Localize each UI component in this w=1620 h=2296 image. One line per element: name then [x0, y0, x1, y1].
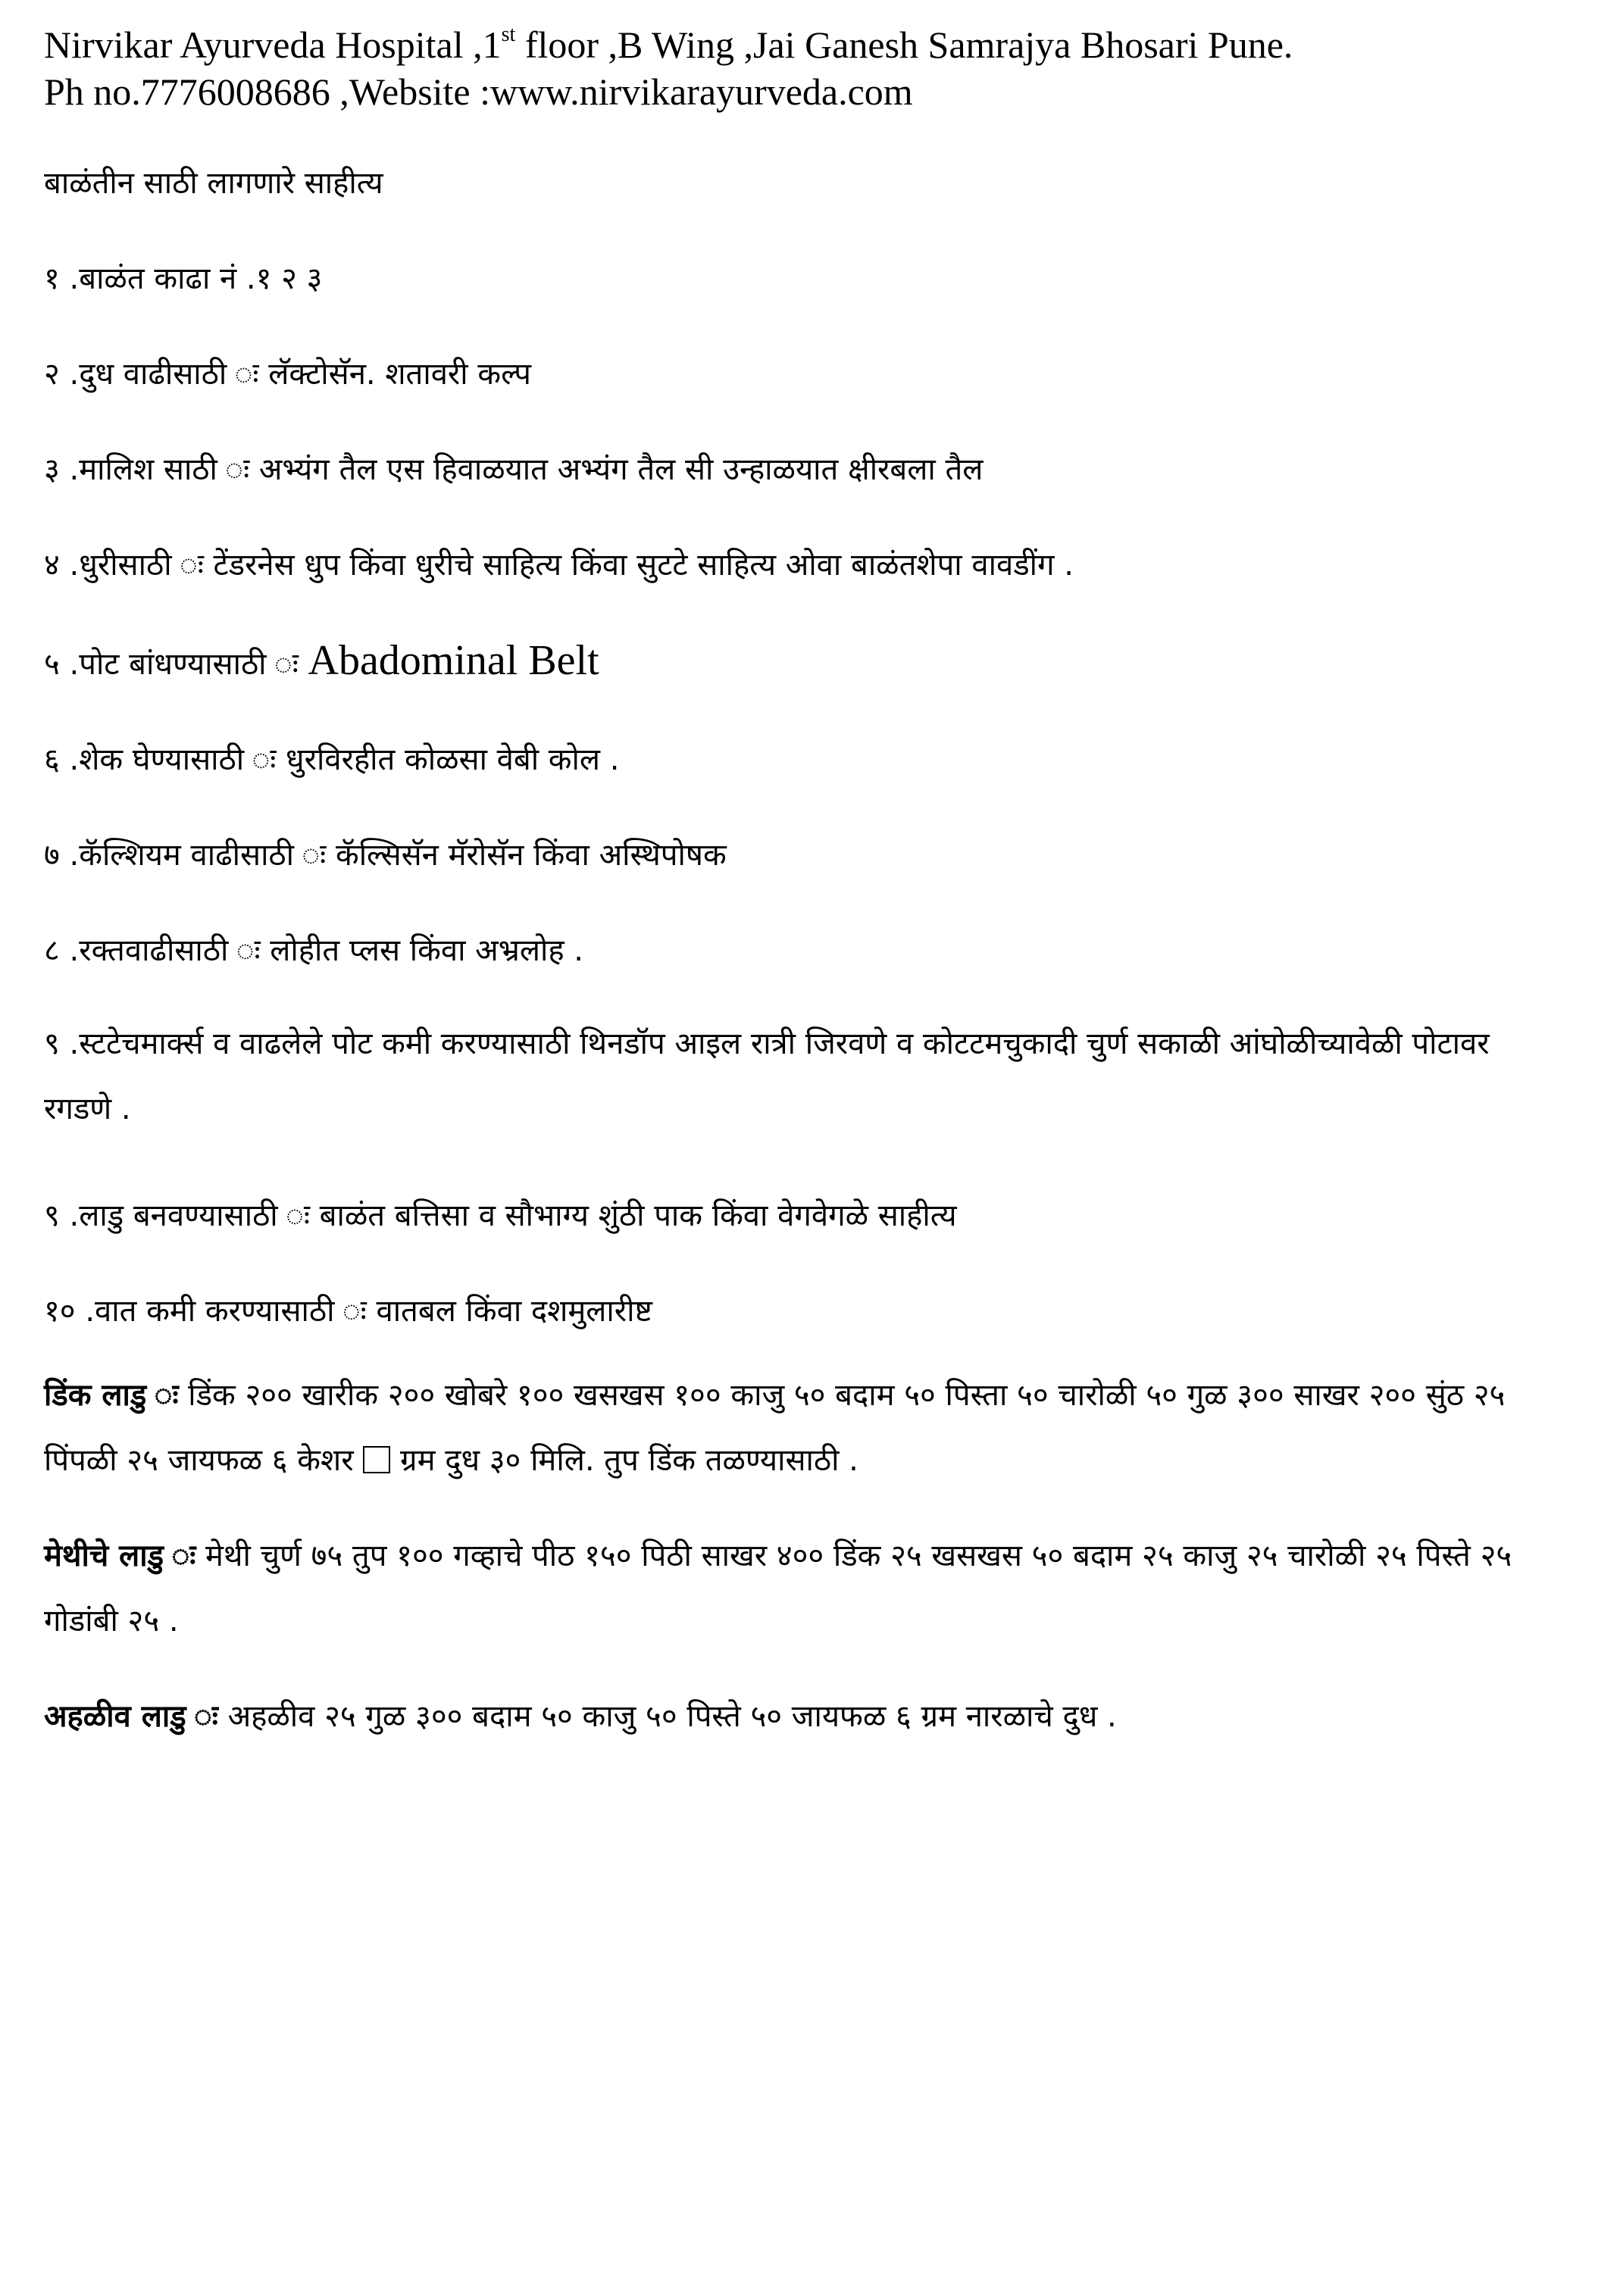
list-item-3: ३ .मालिश साठी ः अभ्यंग तैल एस हिवाळयात अभ्यंग तैल सी उन्हाळयात क्षीरबला तैल: [44, 452, 984, 487]
recipe-title: डिंक लाडु ः: [44, 1378, 179, 1413]
list-item-6: ६ .शेक घेण्यासाठी ः धुरविरहीत कोळसा वेबी कोल .: [44, 742, 620, 777]
empty-box-symbol: [363, 1446, 390, 1473]
recipe-ingredients: अहळीव २५ गुळ ३०० बदाम ५० काजु ५० पिस्ते ५० जायफळ ६ ग्रम नारळाचे दुध .: [217, 1699, 1117, 1734]
header-line-address: [44, 21, 1552, 68]
header-superscript: st: [501, 23, 516, 47]
list-item-7: ७ .कॅल्शियम वाढीसाठी ः कॅल्सिसॅन मॅरोसॅन किंवा अस्थिपोषक: [44, 838, 727, 873]
recipe-title: मेथीचे लाडु ः: [44, 1538, 196, 1573]
list-item-9: ९ .स्टटेचमार्क्स व वाढलेले पोट कमी करण्यासाठी थिनडॉप आइल रात्री जिरवणे व कोटटमचुकादी चुर्ण सकाळी आंघोळीच्यावेळी पोटावर रगडणे .: [44, 1026, 1490, 1126]
recipe-dink-ladu: [44, 1363, 1552, 1493]
list-item-9b: ९ .लाडु बनवण्यासाठी ः बाळंत बत्तिसा व सौभाग्य शुंठी पाक किंवा वेगवेगळे साहीत्य: [44, 1198, 957, 1233]
list-item-5-label: ५ .पोट बांधण्यासाठी ः: [44, 647, 308, 682]
recipe-ingredients-rest: ग्रम दुध ३० मिलि. तुप डिंक तळण्यासाठी .: [390, 1443, 858, 1478]
list-item-2: २ .दुध वाढीसाठी ः लॅक्टोसॅन. शतावरी कल्प: [44, 357, 531, 392]
header-line-contact: Ph no.7776008686 ,Website :www.nirvikarayurveda.com: [44, 70, 913, 113]
list-item-8: ८ .रक्तवाढीसाठी ः लोहीत प्लस किंवा अभ्रलोह .: [44, 933, 583, 968]
recipe-ingredients: डिंक २०० खारीक २०० खोबरे १०० खसखस १०० काजु ५० बदाम ५० पिस्ता ५० चारोळी ५० गुळ ३०० साखर २०० सुंठ २५ पिंपळी २५ जायफळ ६ केशर: [44, 1378, 1506, 1478]
document-page: [44, 21, 1552, 1749]
hospital-header: [44, 21, 1552, 115]
list-item-1: १ .बाळंत काढा नं .१ २ ३: [44, 261, 323, 296]
recipe-title: अहळीव लाडु ः: [44, 1699, 218, 1734]
header-address-rest: floor ,B Wing ,Jai Ganesh Samrajya Bhosari Pune.: [515, 23, 1293, 66]
section-title: बाळंतीन साठी लागणारे साहीत्य: [44, 166, 383, 201]
recipe-ahliv-ladu: [44, 1684, 1552, 1749]
list-item-5: [44, 639, 1552, 686]
list-item-5-english: Abadominal Belt: [308, 637, 599, 684]
header-address-text: Nirvikar Ayurveda Hospital ,1: [44, 23, 502, 66]
list-item-4: ४ .धुरीसाठी ः टेंडरनेस धुप किंवा धुरीचे साहित्य किंवा सुटटे साहित्य ओवा बाळंतशेपा वावडींग .: [44, 548, 1074, 583]
list-item-10: १० .वात कमी करण्यासाठी ः वातबल किंवा दशमुलारीष्ट: [44, 1294, 652, 1329]
recipe-methi-ladu: [44, 1523, 1552, 1654]
recipe-ingredients: मेथी चुर्ण ७५ तुप १०० गव्हाचे पीठ १५० पिठी साखर ४०० डिंक २५ खसखस ५० बदाम २५ काजु २५ चारोळी २५ पिस्ते २५ गोडांबी २५ .: [44, 1538, 1512, 1638]
